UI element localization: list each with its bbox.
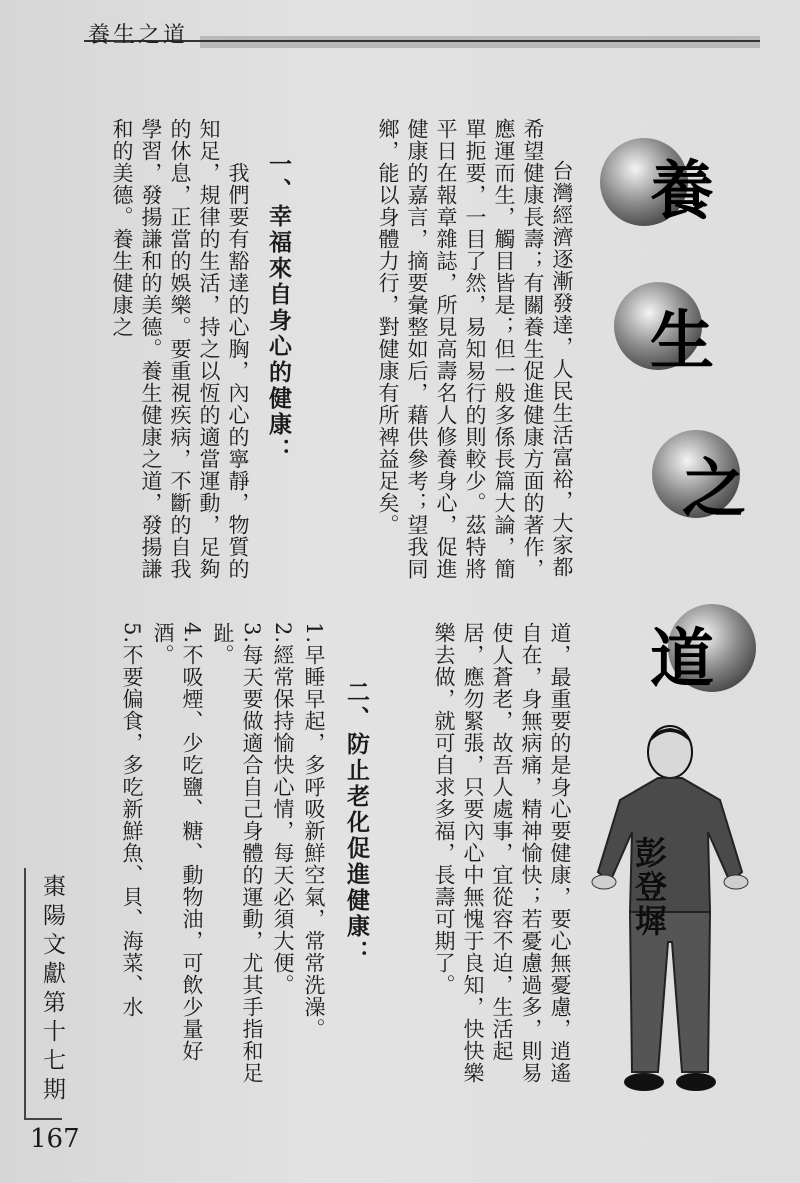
section2-heading: 二、防止老化促進健康： (343, 680, 369, 966)
list-item: 3.每天要做適合自己身體的運動，尤其手指和足趾。 (211, 622, 264, 1085)
title-char: 之 (682, 453, 746, 527)
list-item: 4.不吸煙、少吃鹽、糖、動物油，可飲少量好酒。 (151, 622, 204, 1063)
section1-body: 我們要有豁達的心胸，內心的寧靜，物質的知足，規律的生活，持之以恆的適當運動，足夠的休息，正當的娛樂。要重視疾病，不斷的自我學習，發揚謙和的美德。養生健康之道，發揚謙和的美德。養生健康之 (110, 118, 250, 580)
section2-list (96, 622, 328, 1102)
continued-paragraph: 道，最重要的是身心要健康，要心無憂慮，逍遙自在，身無病痛，精神愉快；若憂慮過多，則易使人蒼老，故吾人處事，宜從容不迫，生活起居，應勿緊張，只要內心中無愧于良知，快快樂樂去做，就可自求多福，長壽可期了。 (432, 622, 572, 1084)
title-char: 生 (650, 305, 714, 379)
page-number: 167 (30, 1124, 80, 1154)
title-char: 養 (650, 155, 714, 229)
running-header: 養生之道 (88, 23, 189, 48)
footer-rule (24, 868, 26, 1118)
author-name: 彭登墀 (630, 836, 668, 938)
list-item: 1.早睡早起，多呼吸新鮮空氣，常常洗澡。 (302, 622, 326, 1041)
list-item: 2.經常保持愉快心情，每天必須大便。 (271, 622, 295, 997)
section1-heading: 一、幸福來自身心的健康： (265, 152, 291, 464)
list-item: 5.不要偏食，多吃新鮮魚、貝、海菜、水 (120, 622, 144, 1019)
title-char: 道 (650, 623, 714, 697)
intro-paragraph: 台灣經濟逐漸發達，人民生活富裕，大家都希望健康長壽；有關養生促進健康方面的著作，應運而生，觸目皆是；但一般多係長篇大論，簡單扼要，一目了然，易知易行的則較少。茲特將平日在報章雜誌，所見高壽名人修養身心，促進健康的嘉言，摘要彙整如后，藉供參考；望我同鄉，能以身體力行，對健康有所裨益足矣。 (376, 118, 574, 580)
footer-rule (24, 1118, 62, 1120)
header-bar (200, 36, 760, 48)
journal-name: 棗陽文獻第十七期 (39, 874, 65, 1106)
